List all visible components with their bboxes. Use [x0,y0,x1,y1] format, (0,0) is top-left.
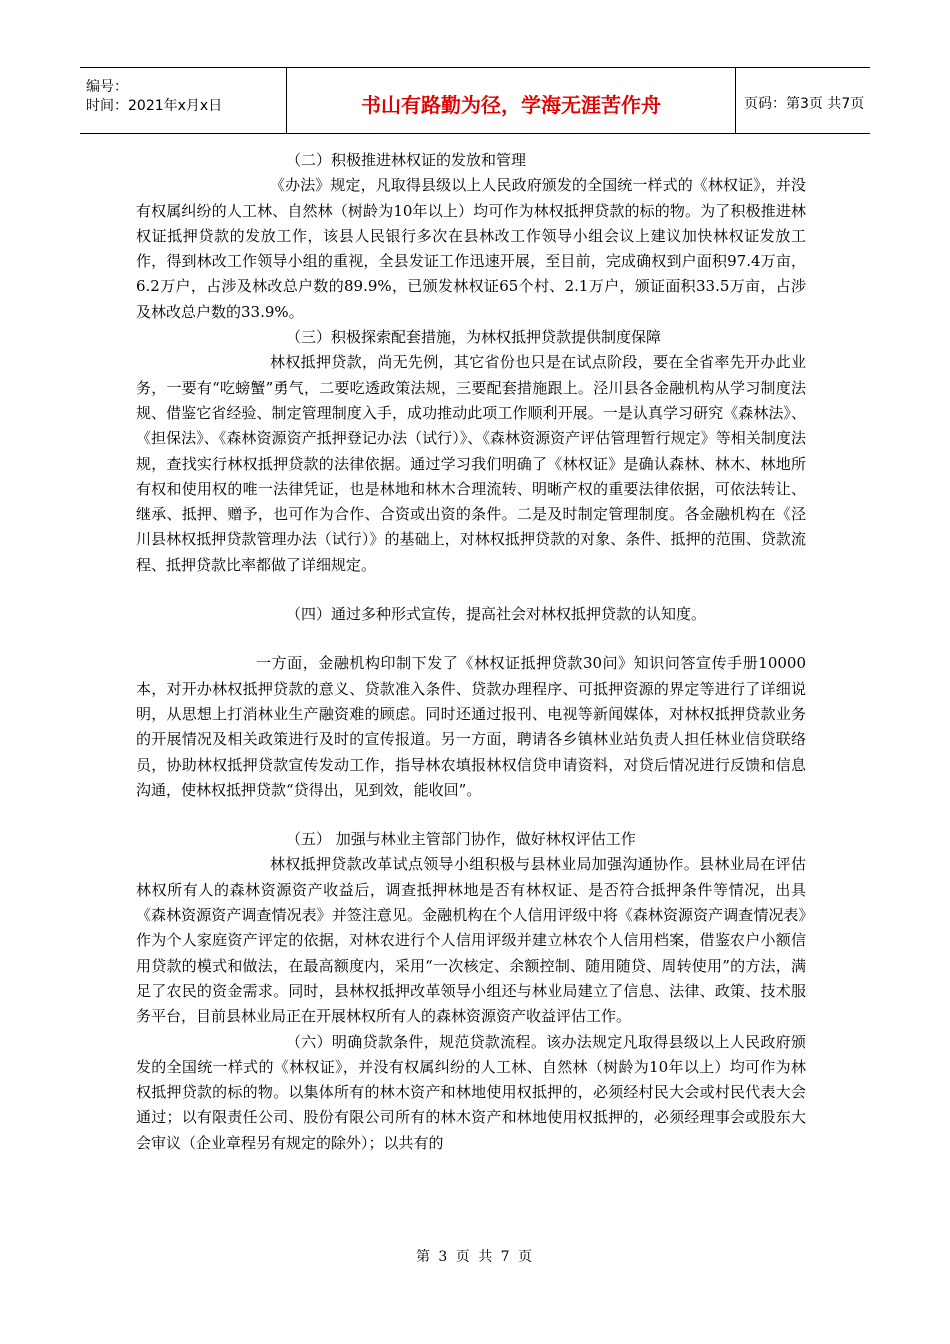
header-page-info: 页码：第3页 共7页 [744,96,865,112]
page-header [80,67,870,134]
header-motto-cell [287,68,736,133]
section-heading: （二）积极推进林权证的发放和管理 [286,151,527,169]
section-paragraph: （六）明确贷款条件，规范贷款流程。该办法规定凡取得县级以上人民政府颁发的全国统一样式的《林权证》，并没有权属纠纷的人工林、自然林（树龄为10年以上）均可作为林权抵押贷款的标的物。以集体所有的林木资产和林地使用权抵押的，必须经村民大会或村民代表大会通过；以有限责任公司、股份有限公司所有的林木资产和林地使用权抵押的，必须经理事会或股东大会审议（企业章程另有规定的除外）；以共有的 [136,1032,806,1152]
header-meta-cell [80,68,287,133]
document-body [136,148,806,1156]
document-number-label: 编号： [86,79,128,95]
section-heading: （三）积极探索配套措施，为林权抵押贷款提供制度保障 [286,328,662,347]
header-page-cell [736,68,870,133]
section-heading: （四）通过多种形式宣传，提高社会对林权抵押贷款的认知度。 [286,605,707,624]
section-paragraph: 林权抵押贷款改革试点领导小组积极与县林业局加强沟通协作。县林业局在评估林权所有人的森林资源资产收益后，调查抵押林地是否有林权证、是否符合抵押条件等情况，出具《森林资源资产调查情况表》并签注意见。金融机构在个人信用评级中将《森林资源资产调查情况表》作为个人家庭资产评定的依据，对林农进行个人信用评级并建立林农个人信用档案，借鉴农户小额信用贷款的模式和做法，在最高额度内，采用“一次核定、余额控制、随用随贷、周转使用”的方法，满足了农民的资金需求。同时，县林权抵押改革领导小组还与林业局建立了信息、法律、政策、技术服务平台，目前县林业局正在开展林权所有人的森林资源资产收益评估工作。 [136,855,806,1026]
section-heading: （五） 加强与林业主管部门协作，做好林权评估工作 [286,830,636,849]
page-footer: 第 3 页 共 7 页 [415,1249,535,1265]
section-paragraph: 林权抵押贷款，尚无先例，其它省份也只是在试点阶段，要在全省率先开办此业务，一要有“吃螃蟹”勇气，二要吃透政策法规，三要配套措施跟上。泾川县各金融机构从学习制度法规、借鉴它省经验、制定管理制度入手，成功推动此项工作顺利开展。一是认真学习研究《森林法》、《担保法》、《森林资源资产抵押登记办法（试行）》、《森林资源资产评估管理暂行规定》等相关制度法规，查找实行林权抵押贷款的法律依据。通过学习我们明确了《林权证》是确认森林、林木、林地所有权和使用权的唯一法律凭证，也是林地和林木合理流转、明晰产权的重要法律依据，可依法转让、继承、抵押、赠予，也可作为合作、合资或出资的条件。二是及时制定管理制度。各金融机构在《泾川县林权抵押贷款管理办法（试行）》的基础上，对林权抵押贷款的对象、条件、抵押的范围、贷款流程、抵押贷款比率都做了详细规定。 [136,353,806,574]
section-paragraph: 《办法》规定，凡取得县级以上人民政府颁发的全国统一样式的《林权证》，并没有权属纠纷的人工林、自然林（树龄为10年以上）均可作为林权抵押贷款的标的物。为了积极推进林权证抵押贷款的发放工作，该县人民银行多次在县林改工作领导小组会议上建议加快林权证发放工作，得到林改工作领导小组的重视，全县发证工作迅速开展，至目前，完成确权到户面积97.4万亩，6.2万户，占涉及林改总户数的89.9%，已颁发林权证65个村、2.1万户，颁证面积33.5万亩，占涉及林改总户数的33.9%。 [136,176,806,321]
header-motto: 书山有路勤为径，学海无涯苦作舟 [361,93,661,117]
section-paragraph: 一方面，金融机构印制下发了《林权证抵押贷款30问》知识问答宣传手册10000本，对开办林权抵押贷款的意义、贷款准入条件、贷款办理程序、可抵押资源的界定等进行了详细说明，从思想上打消林业生产融资难的顾虑。同时还通过报刊、电视等新闻媒体，对林权抵押贷款业务的开展情况及相关政策进行及时的宣传报道。另一方面，聘请各乡镇林业站负责人担任林业信贷联络员，协助林权抵押贷款宣传发动工作，指导林农填报林权信贷申请资料，对贷后情况进行反馈和信息沟通，使林权抵押贷款“贷得出，见到效，能收回”。 [136,654,806,799]
document-date-label: 时间：2021年x月x日 [86,98,223,114]
